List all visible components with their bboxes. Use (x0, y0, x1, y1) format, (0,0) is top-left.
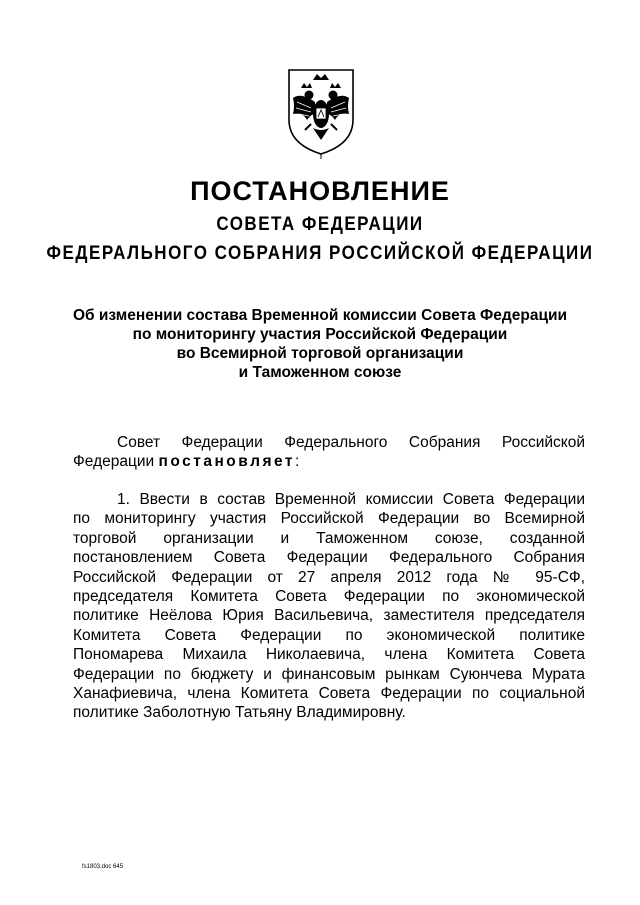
subject-line: по мониторингу участия Российской Федерации (132, 326, 508, 343)
subject-line: Об изменении состава Временной комиссии Совета Федерации (72, 307, 568, 324)
document-file-code: fs1803.doc 645 (82, 864, 124, 870)
document-title: ПОСТАНОВЛЕНИЕ (190, 176, 450, 206)
item-line: Российской Федерации от 27 апреля 2012 года № 95-СФ, (73, 568, 585, 586)
resolution-item-1 (73, 490, 585, 723)
item-line: Пономарева Михаила Николаевича, члена Комитета Совета (73, 646, 585, 664)
preamble-line (73, 452, 585, 471)
document-issuer-line2: ФЕДЕРАЛЬНОГО СОБРАНИЯ РОССИЙСКОЙ ФЕДЕРАЦИИ (46, 241, 594, 264)
item-line: Ханафиевича, члена Комитета Совета Федерации по социальной (73, 685, 585, 703)
subject-line: и Таможенном союзе (238, 364, 402, 381)
preamble-line-start: Федерации (73, 453, 159, 471)
preamble-line-end: : (295, 453, 300, 471)
item-line: Комитета Совета Федерации по экономической политике (73, 626, 585, 644)
preamble-line: Совет Федерации Федерального Собрания Российской (117, 434, 585, 451)
item-line: политике Заболотную Татьяну Владимировну. (73, 704, 406, 722)
document-subject (0, 306, 640, 382)
resolves-word: постановляет (158, 453, 295, 471)
item-line: председателя Комитета Совета Федерации по экономической (73, 588, 585, 606)
item-line: постановлением Совета Федерации Федерального Собрания (73, 549, 585, 567)
item-line: торговой организации и Таможенном союзе, созданной (73, 529, 585, 547)
subject-line: во Всемирной торговой организации (176, 345, 464, 362)
document-issuer-line1: СОВЕТА ФЕДЕРАЦИИ (216, 212, 424, 235)
item-line: политике Неёлова Юрия Васильевича, заместителя председателя (73, 607, 585, 625)
preamble-paragraph (73, 433, 585, 472)
item-line: 1. Ввести в состав Временной комиссии Совета Федерации (117, 491, 585, 508)
russian-coat-of-arms-icon (271, 62, 371, 162)
item-line: Федерации по бюджету и финансовым рынкам Суюнчева Мурата (73, 665, 585, 683)
item-line: по мониторингу участия Российской Федерации во Всемирной (73, 510, 585, 528)
